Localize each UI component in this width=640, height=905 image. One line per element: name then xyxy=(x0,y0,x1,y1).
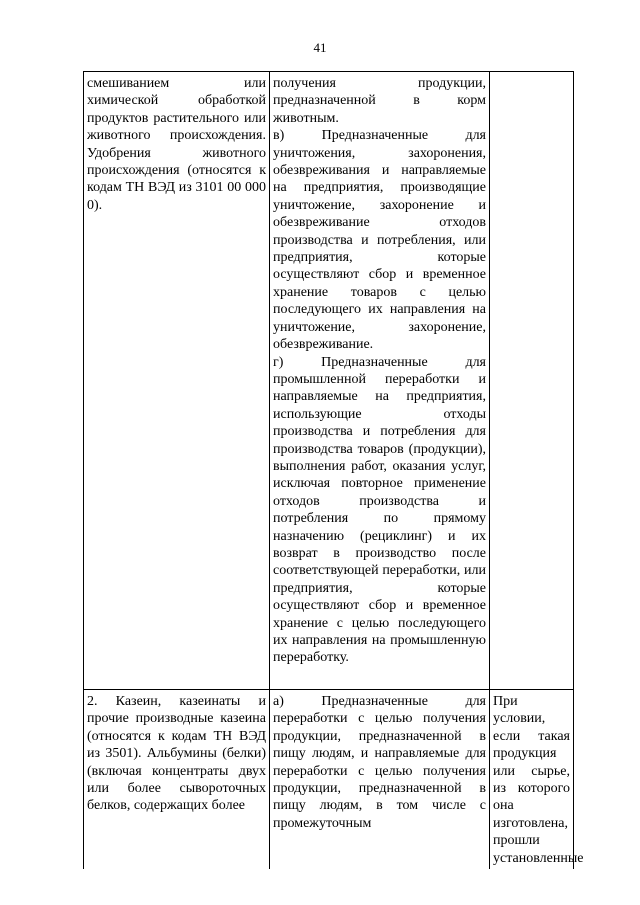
table-cell-purpose xyxy=(270,72,490,690)
table-cell-condition xyxy=(490,72,574,690)
cell-text: При условии, если такая продукция или сырье, из которого она изготовлена, прошли установленные xyxy=(493,694,584,866)
table-row xyxy=(84,690,574,870)
cell-text: а) Предназначенные для переработки с целью получения продукции, предназначенной в пищу людям, и направляемые для переработки с целью получения продукции, предназначенной в пищу людям, в том числе с промежуточным xyxy=(273,694,486,831)
cell-text: получения продукции, предназначенной в корм животным. в) Предназначенные для уничтожения, захоронения, обезвреживания и направляемые на предприятия, производящие уничтожение, захоронение и обезвреживание отходов производства и потребления, или предприятия, которые осуществляют сбор и временное хранение товаров с целью последующего их направления на уничтожение, захоронение, обезвреживание. г) Предназначенные для промышленной переработки и направляемые на предприятия, использующие отходы производства и потребления для производства товаров (продукции), выполнения работ, оказания услуг, исключая повторное применение отходов производства и потребления по прямому назначению (рециклинг) и их возврат в производство после соответствующей переработки, или предприятия, которые осуществляют сбор и временное хранение с целью последующего их направления на промышленную переработку. xyxy=(273,76,486,666)
regulation-table xyxy=(83,71,584,869)
table-cell-product xyxy=(84,72,270,690)
cell-text: смешиванием или химической обработкой продуктов растительного или животного происхождения. Удобрения животного происхождения (относятся к кодам ТН ВЭД из 3101 00 000 0). xyxy=(87,76,266,213)
cell-text: 2. Казеин, казеинаты и прочие производные казеина (относятся к кодам ТН ВЭД из 3501). Альбумины (белки) (включая концентраты двух или более сывороточных белков, содержащих более xyxy=(87,694,266,814)
table-row xyxy=(84,72,574,690)
table-cell-purpose xyxy=(270,690,490,870)
page-number: 41 xyxy=(313,40,327,55)
table-cell-product xyxy=(84,690,270,870)
table-cell-condition xyxy=(490,690,584,870)
